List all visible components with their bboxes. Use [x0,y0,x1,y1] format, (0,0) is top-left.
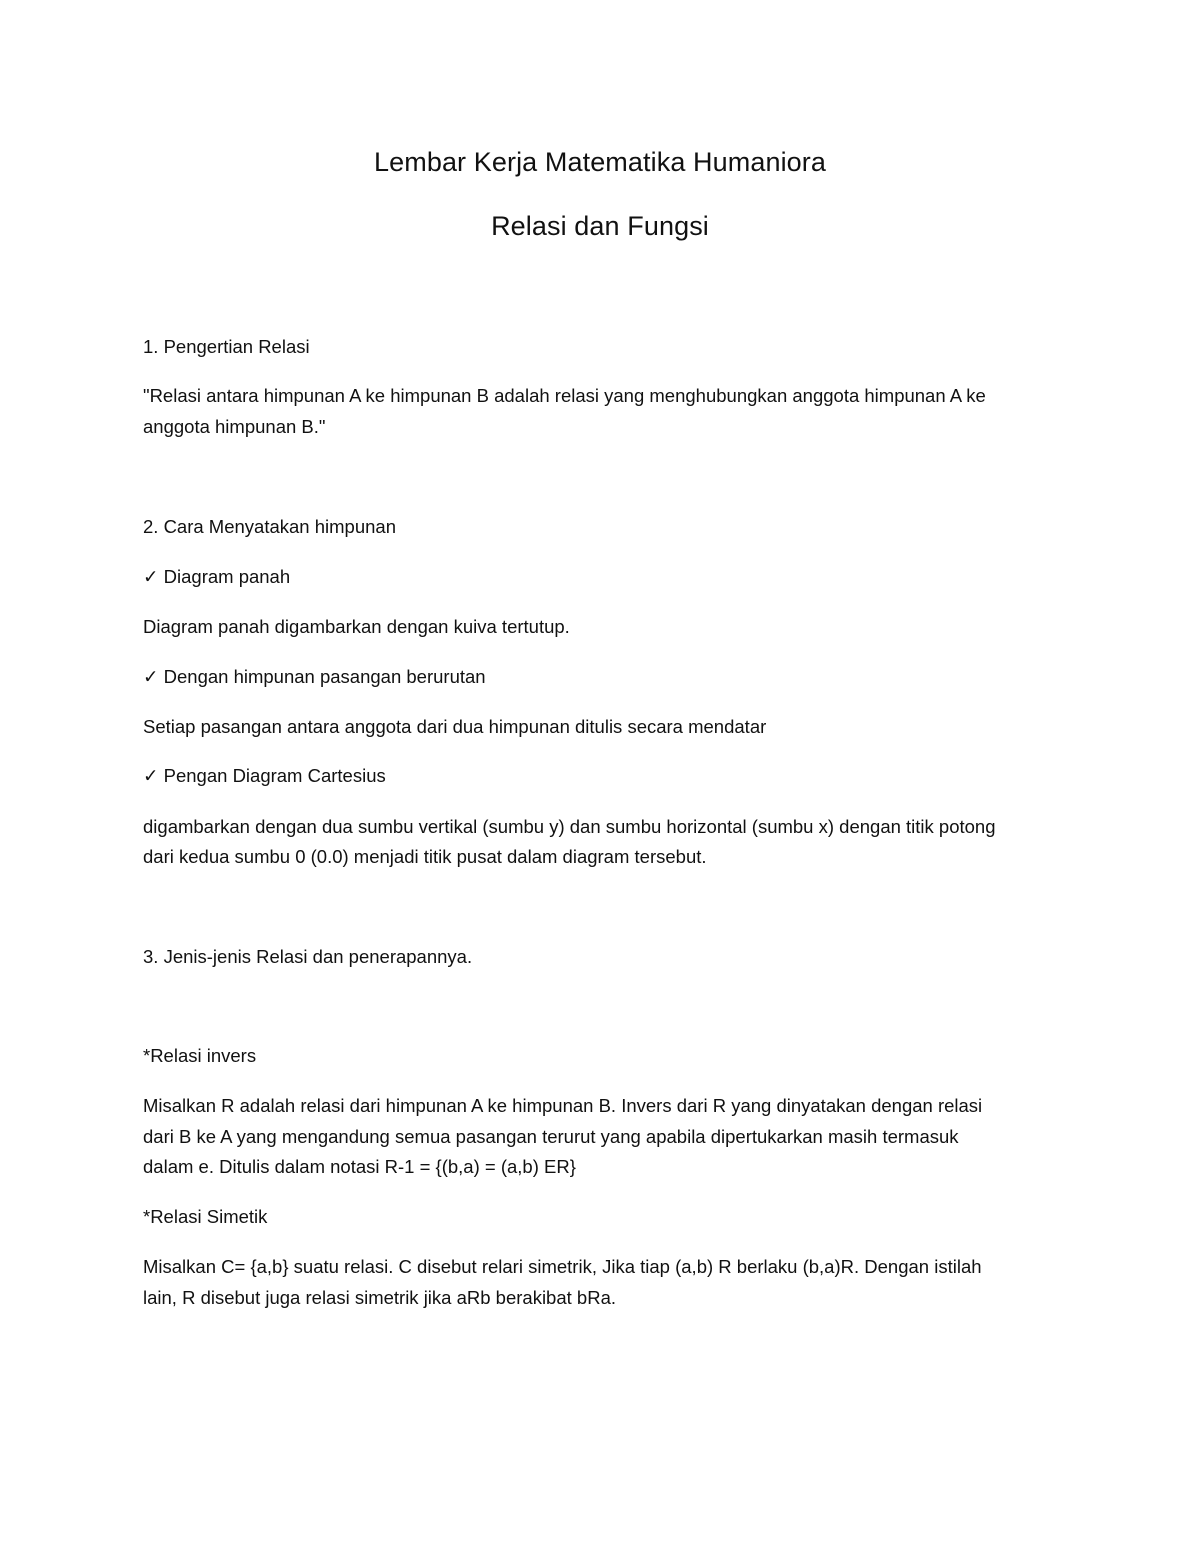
paragraph-line: "Relasi antara himpunan A ke himpunan B adalah relasi yang menghubungkan anggota himpunan A ke [143,385,986,406]
section-heading-3: 3. Jenis-jenis Relasi dan penerapannya. [143,946,473,967]
paragraph-line: lain, R disebut juga relasi simetrik jika aRb berakibat bRa. [143,1287,616,1308]
paragraph-line: Diagram panah digambarkan dengan kuiva tertutup. [143,616,570,637]
section-heading-1: 1. Pengertian Relasi [143,336,310,357]
checklist-item: ✓ Dengan himpunan pasangan berurutan [143,666,486,687]
paragraph-line: dari kedua sumbu 0 (0.0) menjadi titik pusat dalam diagram tersebut. [143,846,707,867]
paragraph-line: anggota himpunan B." [143,416,326,437]
section-heading-2: 2. Cara Menyatakan himpunan [143,516,396,537]
paragraph-line: dalam e. Ditulis dalam notasi R-1 = {(b,a) = (a,b) ER} [143,1156,576,1177]
paragraph-line: Misalkan R adalah relasi dari himpunan A ke himpunan B. Invers dari R yang dinyatakan dengan relasi [143,1095,983,1116]
page-title: Lembar Kerja Matematika Humaniora [374,147,826,177]
paragraph-line: dari B ke A yang mengandung semua pasangan terurut yang apabila dipertukarkan masih termasuk [143,1126,959,1147]
page-subtitle: Relasi dan Fungsi [491,211,709,241]
checklist-item: ✓ Pengan Diagram Cartesius [143,765,386,786]
paragraph-line: digambarkan dengan dua sumbu vertikal (sumbu y) dan sumbu horizontal (sumbu x) dengan titik potong [143,816,996,837]
checklist-item: ✓ Diagram panah [143,566,291,587]
paragraph-line: Setiap pasangan antara anggota dari dua himpunan ditulis secara mendatar [143,716,767,737]
paragraph-line: Misalkan C= {a,b} suatu relasi. C disebut relari simetrik, Jika tiap (a,b) R berlaku (b,a)R. Dengan istilah [143,1256,982,1277]
subheading: *Relasi invers [143,1045,257,1066]
subheading: *Relasi Simetik [143,1206,268,1227]
